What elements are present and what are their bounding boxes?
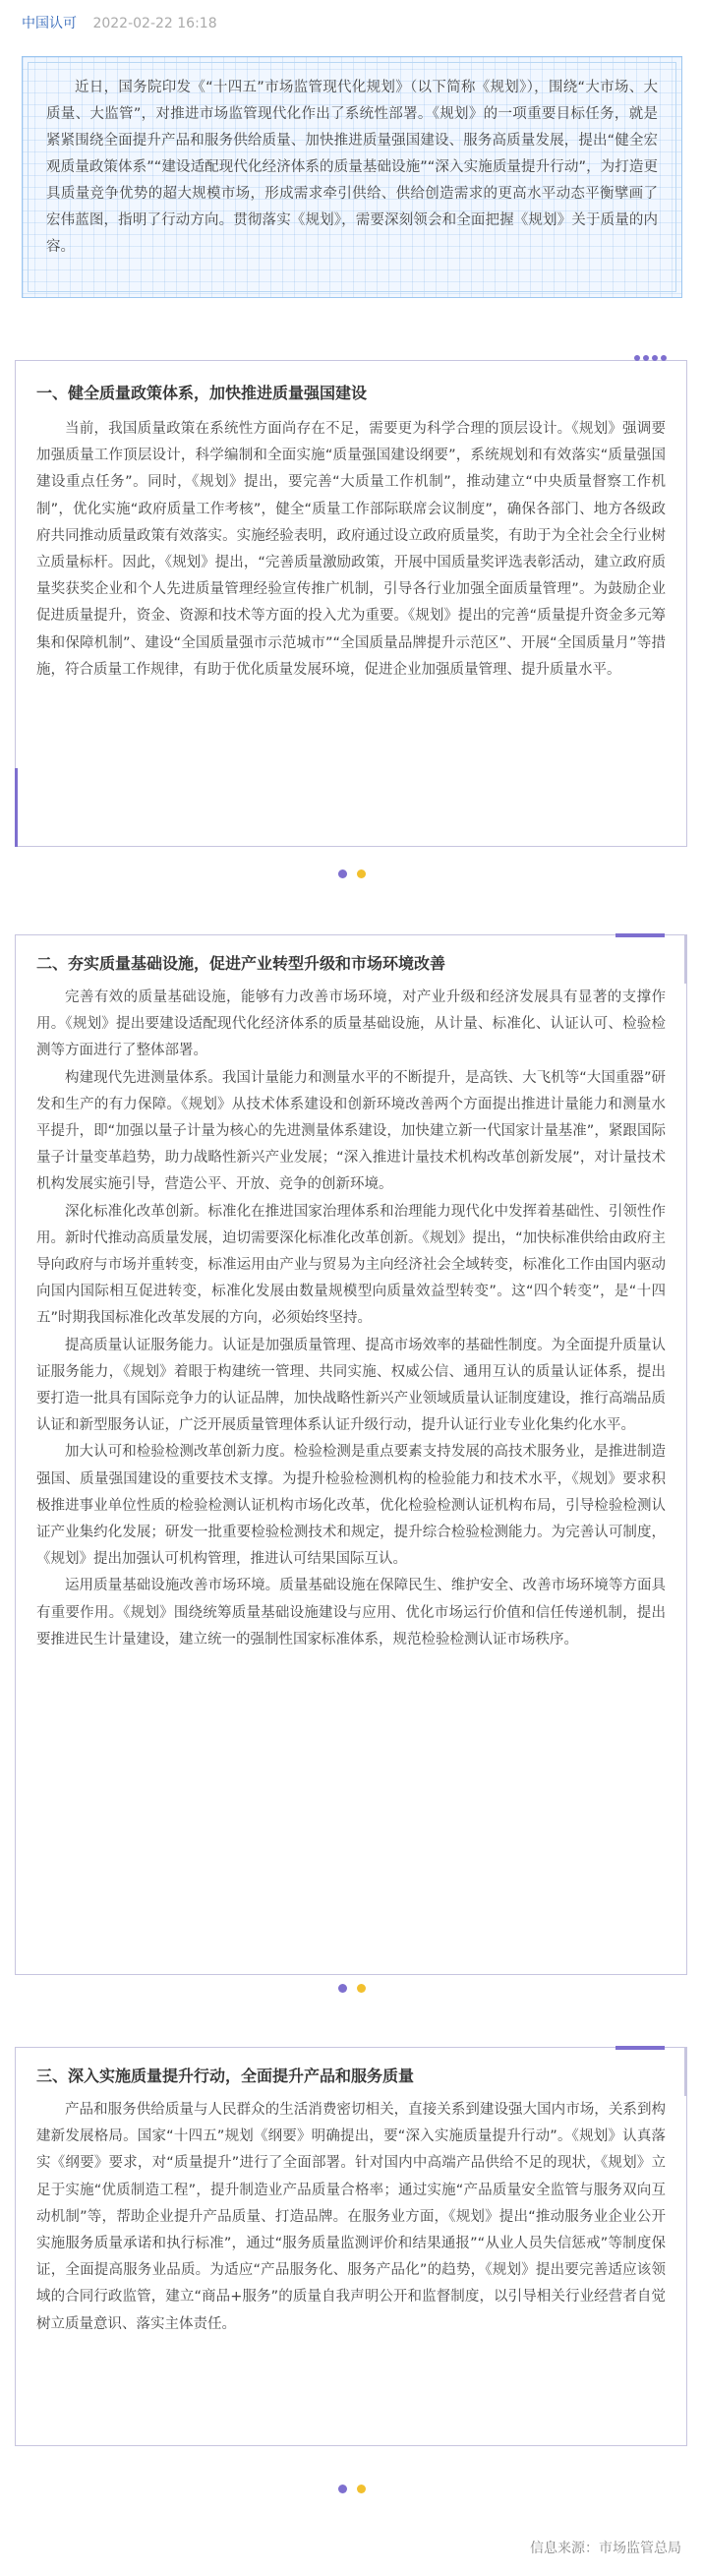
article-header xyxy=(22,14,217,33)
section-2 xyxy=(15,934,687,1975)
section-accent-bar xyxy=(615,2046,665,2050)
section-body xyxy=(36,985,666,1653)
paragraph: 完善有效的质量基础设施，能够有力改善市场环境，对产业升级和经济发展具有显著的支撑作用。《规划》提出要建设适配现代化经济体系的质量基础设施，从计量、标准化、认证认可、检验检测等方面进行了整体部署。 xyxy=(36,989,666,1059)
section-accent-line xyxy=(15,768,18,847)
section-3 xyxy=(15,2047,687,2446)
intro-box xyxy=(22,56,682,298)
section-accent-line-right xyxy=(684,934,687,984)
section-body xyxy=(36,416,666,684)
publish-date: 2022-02-22 16:18 xyxy=(92,16,217,31)
separator-dots xyxy=(0,869,703,879)
info-source-footer: 信息来源：市场监管总局 xyxy=(530,2541,681,2556)
section-body xyxy=(36,2097,666,2338)
section-dots-decoration xyxy=(634,355,667,361)
section-accent-bar xyxy=(615,933,665,937)
paragraph: 产品和服务供给质量与人民群众的生活消费密切相关，直接关系到建设强大国内市场，关系到构建新发展格局。国家“十四五”规划《纲要》明确提出，要“深入实施质量提升行动”。《规划》认真落实《纲要》要求，对“质量提升”进行了全面部署。针对国内中高端产品供给不足的现状，《规划》立足于实施“优质制造工程”，提升制造业产品质量合格率；通过实施“产品质量安全监管与服务双向互动机制”等，帮助企业提升产品质量、打造品牌。在服务业方面，《规划》提出“推动服务业企业公开实施服务质量承诺和执行标准”，通过“服务质量监测评价和结果通报”“从业人员失信惩戒”等制度保证，全面提高服务业品质。为适应“产品服务化、服务产品化”的趋势，《规划》提出要完善适应该领域的合同行政监管，建立“商品+服务”的质量自我声明公开和监督制度，以引导相关行业经营者自觉树立质量意识、落实主体责任。 xyxy=(36,2102,666,2332)
section-title: 二、夯实质量基础设施，促进产业转型升级和市场环境改善 xyxy=(36,954,446,973)
paragraph: 提高质量认证服务能力。认证是加强质量管理、提高市场效率的基础性制度。为全面提升质量认证服务能力，《规划》着眼于构建统一管理、共同实施、权威公信、通用互认的质量认证体系，提出要打造一批具有国际竞争力的认证品牌，加快战略性新兴产业领域质量认证制度建设，推行高端品质认证和新型服务认证，广泛开展质量管理体系认证升级行动，提升认证行业专业化集约化水平。 xyxy=(36,1337,666,1434)
intro-paragraph: 近日，国务院印发《“十四五”市场监管现代化规划》（以下简称《规划》），围绕“大市场、大质量、大监管”，对推进市场监管现代化作出了系统性部署。《规划》的一项重要目标任务，就是紧紧围绕全面提升产品和服务供给质量、加快推进质量强国建设、服务高质量发展，提出“健全宏观质量政策体系”“建设适配现代化经济体系的质量基础设施”“深入实施质量提升行动”，为打造更具质量竞争优势的超大规模市场，形成需求牵引供给、供给创造需求的更高水平动态平衡擘画了宏伟蓝图，指明了行动方向。贯彻落实《规划》，需要深刻领会和全面把握《规划》关于质量的内容。 xyxy=(46,80,658,255)
separator-dots xyxy=(0,1984,703,1994)
section-title: 一、健全质量政策体系，加快推进质量强国建设 xyxy=(36,384,368,402)
paragraph: 运用质量基础设施改善市场环境。质量基础设施在保障民生、维护安全、改善市场环境等方面具有重要作用。《规划》围绕统筹质量基础设施建设与应用、优化市场运行价值和信任传递机制，提出要推进民生计量建设，建立统一的强制性国家标准体系，规范检验检测认证市场秩序。 xyxy=(36,1578,666,1647)
paragraph: 当前，我国质量政策在系统性方面尚存在不足，需要更为科学合理的顶层设计。《规划》强调要加强质量工作顶层设计，科学编制和全面实施“质量强国建设纲要”，系统规划和有效落实“质量强国建设重点任务”。同时，《规划》提出，要完善“大质量工作机制”，推动建立“中央质量督察工作机制”，优化实施“政府质量工作考核”，健全“质量工作部际联席会议制度”，确保各部门、地方各级政府共同推动质量政策有效落实。实施经验表明，政府通过设立政府质量奖，有助于为全社会全行业树立质量标杆。因此，《规划》提出，“完善质量激励政策，开展中国质量奖评选表彰活动，建立政府质量奖获奖企业和个人先进质量管理经验宣传推广机制，引导各行业加强全面质量管理”。为鼓励企业促进质量提升，资金、资源和技术等方面的投入尤为重要。《规划》提出的完善“质量提升资金多元筹集和保障机制”、建设“全国质量强市示范城市”“全国质量品牌提升示范区”、开展“全国质量月”等措施，符合质量工作规律，有助于优化质量发展环境，促进企业加强质量管理、提升质量水平。 xyxy=(36,421,666,678)
paragraph: 构建现代先进测量体系。我国计量能力和测量水平的不断提升，是高铁、大飞机等“大国重器”研发和生产的有力保障。《规划》从技术体系建设和创新环境改善两个方面提出推进计量能力和测量水平提升，即“加强以量子计量为核心的先进测量体系建设，加快建立新一代国家计量基准”，紧跟国际量子计量变革趋势，助力战略性新兴产业发展；“深入推进计量技术机构改革创新发展”，对计量技术机构发展实施引导，营造公平、开放、竞争的创新环境。 xyxy=(36,1069,666,1193)
section-title: 三、深入实施质量提升行动，全面提升产品和服务质量 xyxy=(36,2067,415,2085)
paragraph: 深化标准化改革创新。标准化在推进国家治理体系和治理能力现代化中发挥着基础性、引领性作用。新时代推动高质量发展，迫切需要深化标准化改革创新。《规划》提出，“加快标准供给由政府主导向政府与市场并重转变，标准运用由产业与贸易为主向经济社会全域转变，标准化工作由国内驱动向国内国际相互促进转变，标准化发展由数量规模型向质量效益型转变”。这“四个转变”，是“十四五”时期我国标准化改革发展的方向，必须始终坚持。 xyxy=(36,1203,666,1327)
section-accent-line-right xyxy=(684,2047,687,2096)
source-account-link[interactable]: 中国认可 xyxy=(22,16,77,31)
separator-dots xyxy=(0,2485,703,2494)
section-1 xyxy=(15,360,687,847)
paragraph: 加大认可和检验检测改革创新力度。检验检测是重点要素支持发展的高技术服务业，是推进制造强国、质量强国建设的重要技术支撑。为提升检验检测机构的检验能力和技术水平，《规划》要求积极推进事业单位性质的检验检测认证机构市场化改革，优化检验检测认证机构布局，引导检验检测认证产业集约化发展；研发一批重要检验检测技术和规定，提升综合检验检测能力。为完善认可制度，《规划》提出加强认可机构管理，推进认可结果国际互认。 xyxy=(36,1444,666,1568)
